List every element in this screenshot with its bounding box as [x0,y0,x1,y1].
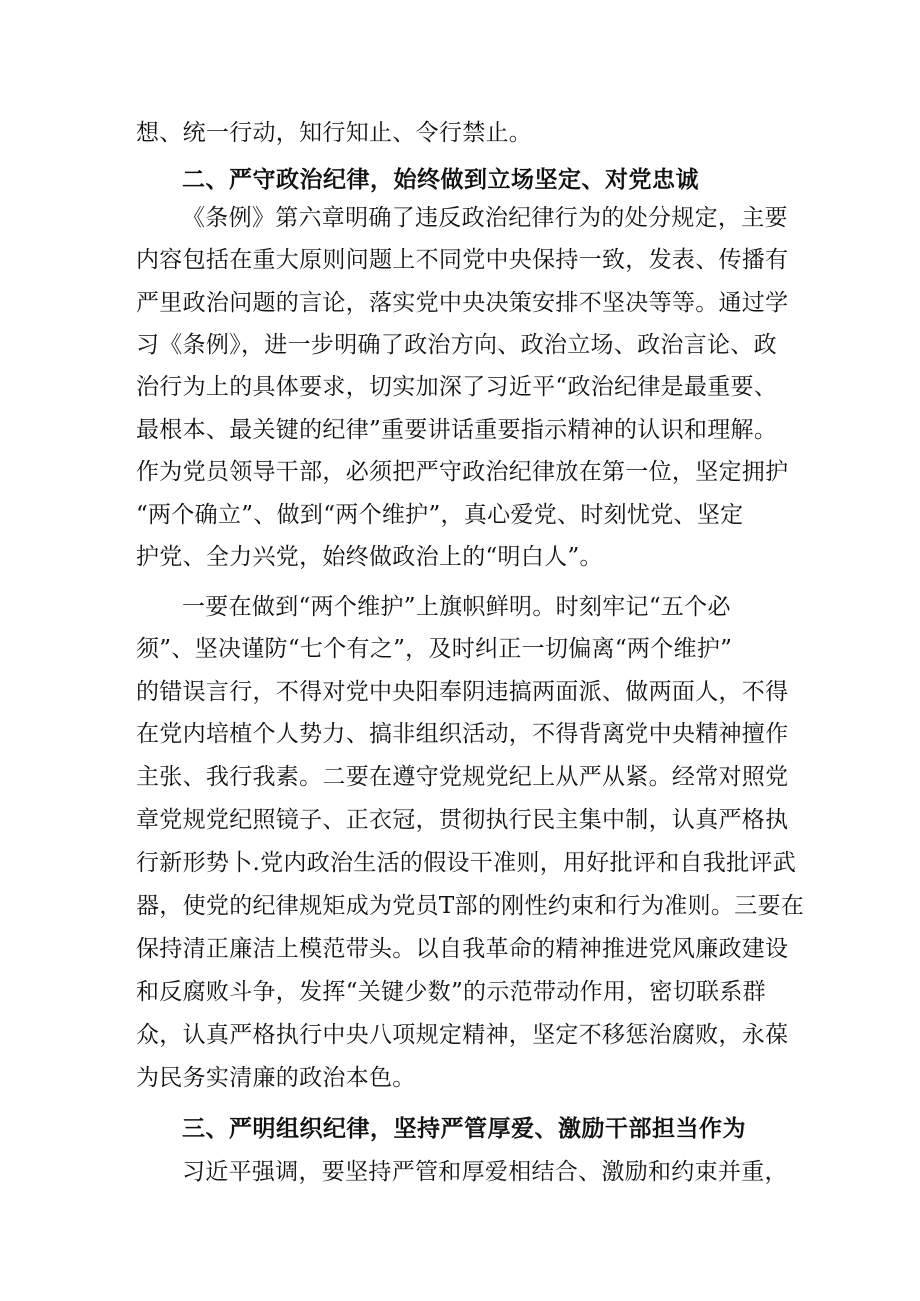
section-heading-3: 三、严明组织纪律，坚持严管厚爱、激励干部担当作为 [182,1116,746,1142]
paragraph-3-line: 须”、坚决谨防“七个有之”，及时纠正一切偏离“两个维护” [136,636,733,662]
paragraph-2-line: 护党、全力兴党，始终做政治上的“明白人”。 [136,544,603,570]
paragraph-3-line: 众，认真严格执行中央八项规定精神，坚定不移惩治腐败，永葆 [136,1022,789,1048]
paragraph-3-line: 主张、我行我素。二要在遵守党规党纪上从严从紧。经常对照党 [136,764,789,790]
paragraph-2-line: 严里政治问题的言论，落实党中央决策安排不坚决等等。通过学 [136,290,789,316]
paragraph-2-line: 《条例》第六章明确了违反政治纪律行为的处分规定，主要 [182,205,788,231]
section-heading-2: 二、严守政治纪律，始终做到立场坚定、对党忠诚 [182,167,699,193]
paragraph-3-line: 器，使党的纪律规矩成为党员T部的刚性约束和行为准则。三要在 [136,893,805,919]
paragraph-2-line: 治行为上的具体要求，切实加深了习近平“政治纪律是最重要、 [136,374,778,400]
paragraph-2-line: 内容包括在重大原则问题上不同党中央保持一致，发表、传播有 [136,247,789,273]
paragraph-3-line: 在党内培植个人势力、搞非组织活动，不得背离党中央精神擅作 [136,721,789,747]
paragraph-2-line: 习《条例》，进一步明确了政治方向、政治立场、政治言论、政 [136,332,777,358]
paragraph-3-line: 一要在做到“两个维护”上旗帜鲜明。时刻牢记“五个必 [182,594,731,620]
paragraph-3-line: 章党规党纪照镜子、正衣冠，贯彻执行民主集中制，认真严格执 [136,807,789,833]
paragraph-1-line: 想、统一行动，知行知止、令行禁止。 [136,120,533,146]
paragraph-3-line: 和反腐败斗争，发挥“关键少数”的示范带动作用，密切联系群 [136,979,766,1005]
paragraph-3-line: 保持清正廉洁上模范带头。以自我革命的精神推进党风廉政建设 [136,936,789,962]
paragraph-3-line: 行新形势卜.党内政治生活的假设干准则，用好批评和自我批评武 [136,850,797,876]
paragraph-2-line: 作为党员领导干部，必须把严守政治纪律放在第一位，坚定拥护 [136,459,789,485]
paragraph-2-line: “两个确立”、做到“两个维护”，真心爱党、时刻忧党、坚定 [136,502,744,528]
paragraph-2-line: 最根本、最关键的纪律”重要讲话重要指示精神的认识和理解。 [136,417,778,443]
paragraph-4-line: 习近平强调，要坚持严管和厚爱相结合、激励和约束并重， [182,1159,788,1185]
paragraph-3-line: 的错误言行，不得对党中央阳奉阴违搞两面派、做两面人，不得 [136,679,789,705]
paragraph-3-line: 为民务实清廉的政治本色。 [136,1065,416,1091]
